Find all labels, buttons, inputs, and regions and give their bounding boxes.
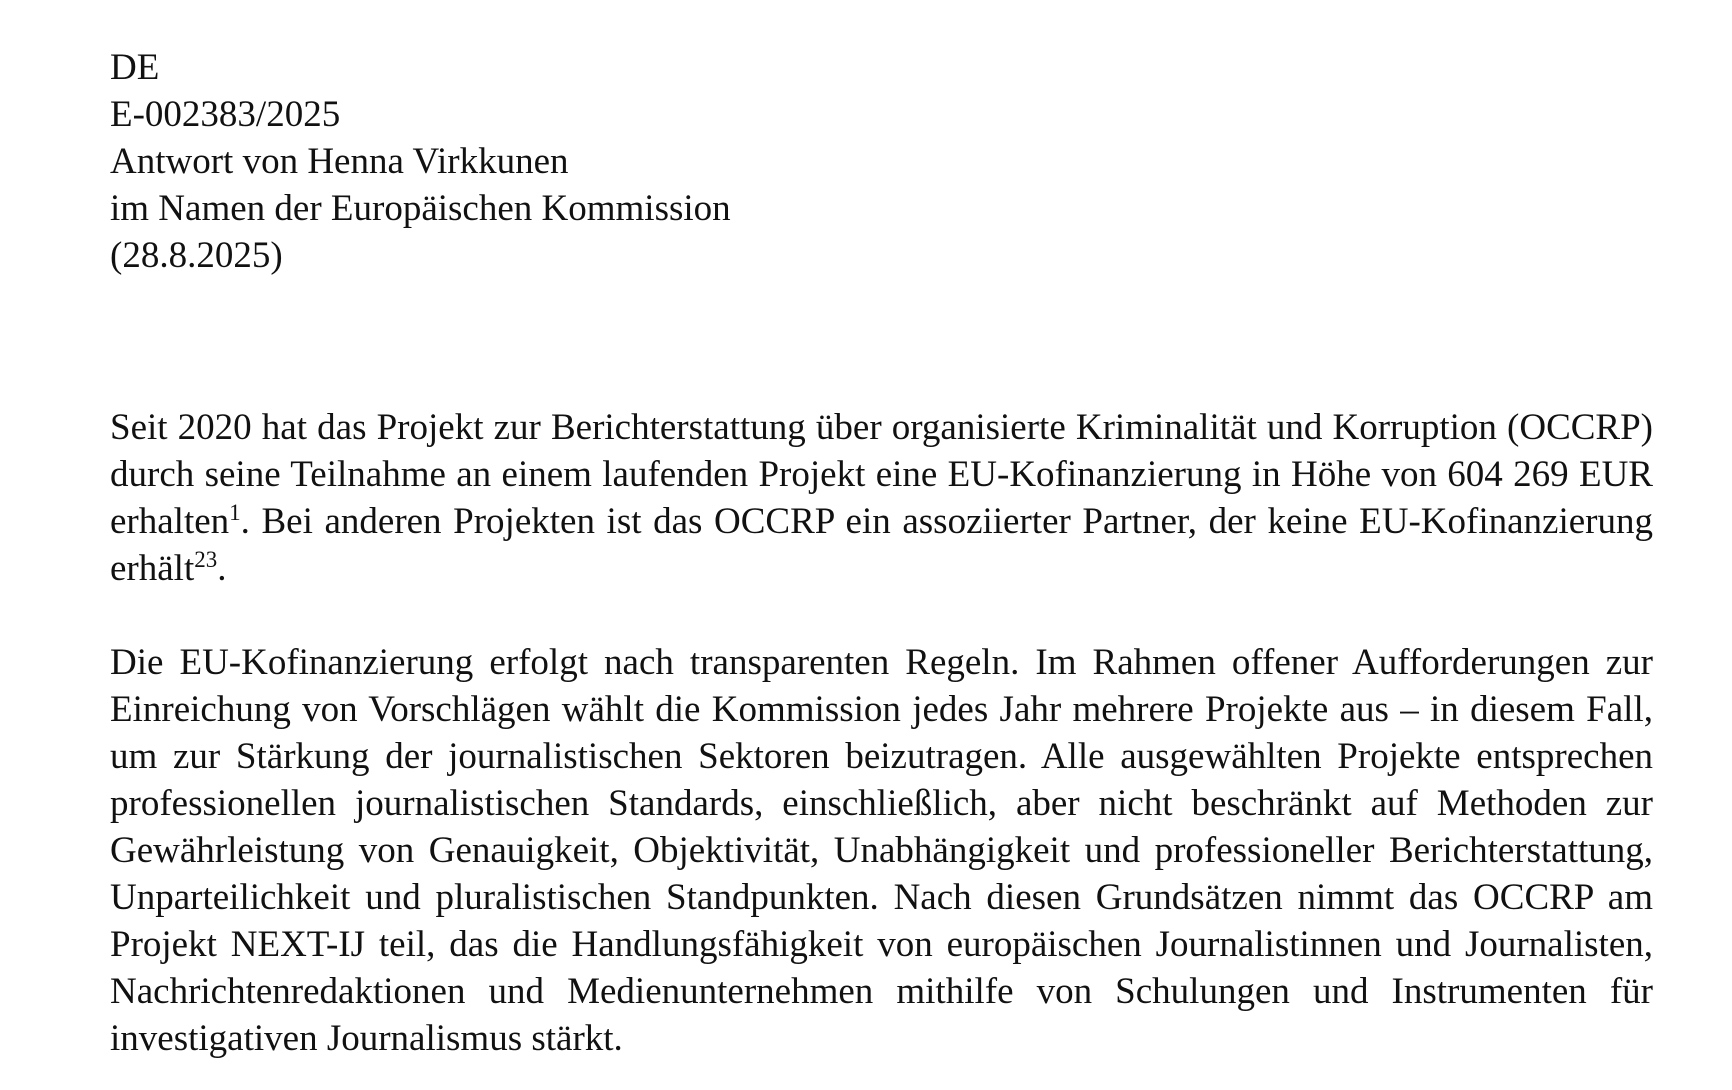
paragraph-funding-part-b: . Bei anderen Projekten ist das OCCRP ein assoziierter Partner, der keine EU-Kofinanzierung erhält xyxy=(110,501,1653,589)
document-page xyxy=(110,44,1653,1062)
footnote-ref-1[interactable]: 1 xyxy=(229,500,241,525)
footnote-ref-23[interactable]: 23 xyxy=(194,547,218,572)
document-header xyxy=(110,44,1653,279)
paragraph-funding-part-a: Seit 2020 hat das Projekt zur Berichterstattung über organisierte Kriminalität und Korruption (OCCRP) durch seine Teilnahme an einem laufenden Projekt eine EU-Kofinanzierung in Höhe von 604 269 EUR erhalten xyxy=(110,407,1653,542)
answer-author: Antwort von Henna Virkkunen xyxy=(110,141,569,182)
question-reference: E-002383/2025 xyxy=(110,94,341,135)
language-code: DE xyxy=(110,47,160,88)
paragraph-funding-part-c: . xyxy=(217,548,227,589)
paragraph-transparency: Die EU-Kofinanzierung erfolgt nach transparenten Regeln. Im Rahmen offener Aufforderungen zur Einreichung von Vorschlägen wählt die Kommission jedes Jahr mehrere Projekte aus – in diesem Fall, um zur Stärkung der journalistischen Sektoren beizutragen. Alle ausgewählten Projekte entsprechen professionellen journalistischen Standards, einschließlich, aber nicht beschränkt auf Methoden zur Gewährleistung von Genauigkeit, Objektivität, Unabhängigkeit und professioneller Berichterstattung, Unparteilichkeit und pluralistischen Standpunkten. Nach diesen Grundsätzen nimmt das OCCRP am Projekt NEXT-IJ teil, das die Handlungsfähigkeit von europäischen Journalistinnen und Journalisten, Nachrichtenredaktionen und Medienunternehmen mithilfe von Schulungen und Instrumenten für investigativen Journalismus stärkt. xyxy=(110,642,1653,1059)
on-behalf-of: im Namen der Europäischen Kommission xyxy=(110,188,731,229)
paragraph-funding xyxy=(110,404,1653,592)
answer-date: (28.8.2025) xyxy=(110,235,283,276)
